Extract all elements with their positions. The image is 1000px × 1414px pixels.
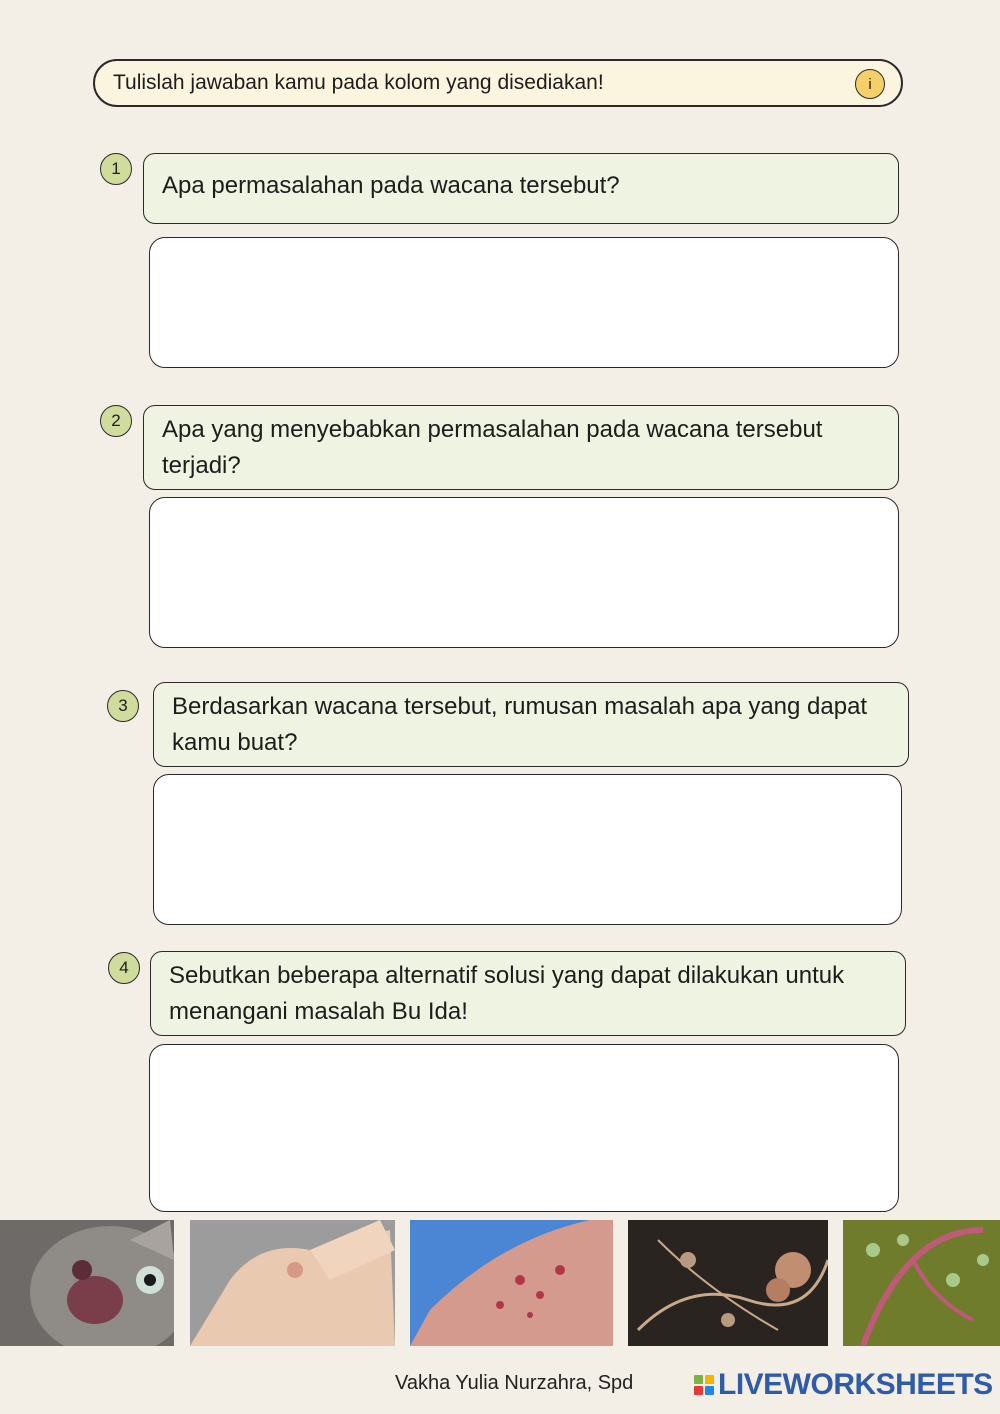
liveworksheets-logo-icon	[694, 1375, 714, 1395]
mold-spores-photo	[843, 1220, 1000, 1346]
question-text: Sebutkan beberapa alternatif solusi yang dapat dilakukan untuk menangani masalah Bu Ida!	[169, 962, 845, 1025]
question-number: 1	[111, 159, 121, 178]
question-text: Apa permasalahan pada wacana tersebut?	[162, 172, 620, 199]
answer-box-1[interactable]	[149, 237, 899, 368]
question-1-prompt	[143, 153, 899, 224]
instruction-banner	[93, 59, 903, 107]
question-number-badge	[100, 153, 132, 185]
question-4-prompt	[150, 951, 906, 1036]
question-text: Berdasarkan wacana tersebut, rumusan masalah apa yang dapat kamu buat?	[172, 693, 868, 756]
answer-box-3[interactable]	[153, 774, 902, 925]
hand-wart-photo	[190, 1220, 395, 1346]
info-icon-label: i	[868, 75, 872, 93]
question-number: 4	[119, 958, 129, 977]
question-number: 2	[111, 411, 121, 430]
fungus-microscope-photo	[628, 1220, 828, 1346]
info-icon[interactable]	[855, 69, 885, 99]
liveworksheets-logo[interactable]	[694, 1368, 993, 1402]
question-number-badge	[108, 952, 140, 984]
answer-box-2[interactable]	[149, 497, 899, 648]
question-number-badge	[107, 690, 139, 722]
question-text: Apa yang menyebabkan permasalahan pada wacana tersebut terjadi?	[162, 416, 823, 479]
question-number-badge	[100, 405, 132, 437]
question-3-prompt	[153, 682, 909, 767]
skin-rash-photo	[410, 1220, 613, 1346]
brand-name: LIVEWORKSHEETS	[718, 1368, 993, 1401]
author-credit: Vakha Yulia Nurzahra, Spd	[395, 1372, 634, 1394]
question-number: 3	[118, 696, 128, 715]
cat-skin-infection-photo	[0, 1220, 174, 1346]
answer-box-4[interactable]	[149, 1044, 899, 1212]
instruction-text: Tulislah jawaban kamu pada kolom yang disediakan!	[113, 71, 604, 94]
question-2-prompt	[143, 405, 899, 490]
